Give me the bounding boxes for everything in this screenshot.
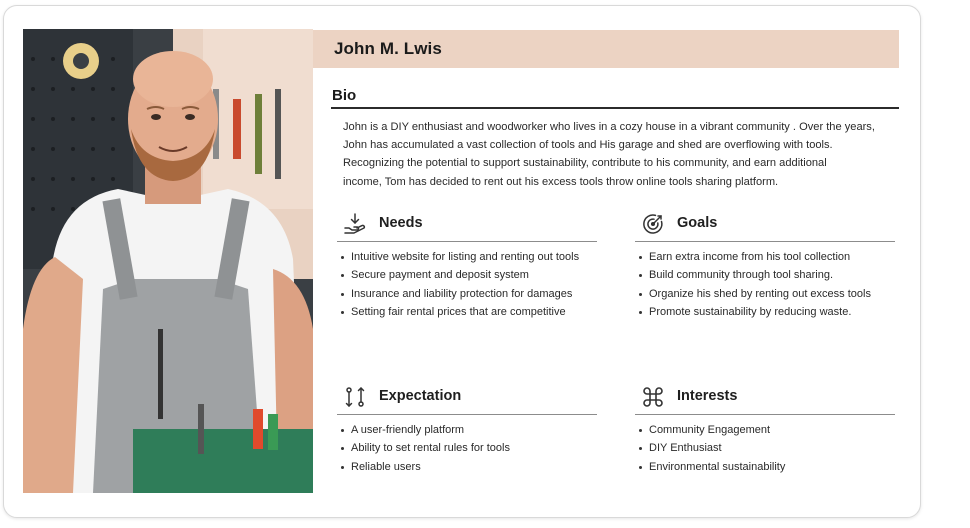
goals-list	[635, 248, 871, 322]
list-item: Intuitive website for listing and renting out tools	[337, 248, 579, 266]
interests-section	[635, 383, 897, 473]
needs-divider	[337, 241, 597, 242]
list-item: Organize his shed by renting out excess tools	[635, 285, 871, 303]
bio-text	[343, 118, 883, 191]
target-icon	[641, 212, 665, 236]
needs-title: Needs	[379, 215, 423, 231]
list-item: A user-friendly platform	[337, 421, 510, 439]
bio-line: income, Tom has decided to rent out his excess tools throw online tools sharing platform.	[343, 175, 779, 188]
interests-title: Interests	[677, 388, 738, 404]
list-item: Environmental sustainability	[635, 458, 785, 476]
persona-name: John M. Lwis	[334, 39, 442, 58]
list-item: Community Engagement	[635, 421, 785, 439]
list-item: Reliable users	[337, 458, 510, 476]
list-item: Insurance and liability protection for damages	[337, 285, 579, 303]
list-item: Setting fair rental prices that are competitive	[337, 303, 579, 321]
bio-line: Recognizing the potential to support sustainability, contribute to his community, and earn additional	[343, 157, 827, 170]
expectation-divider	[337, 414, 597, 415]
expectation-title: Expectation	[379, 388, 462, 404]
needs-list	[337, 248, 579, 322]
list-item: Build community through tool sharing.	[635, 266, 871, 284]
list-item: Secure payment and deposit system	[337, 266, 579, 284]
list-item: DIY Enthusiast	[635, 439, 785, 457]
expectation-section	[337, 383, 599, 473]
bio-line: John has accumulated a vast collection of tools and His garage and shed are overflowing with tools.	[343, 139, 833, 152]
persona-photo	[23, 29, 313, 493]
needs-section	[337, 210, 599, 319]
bio-divider	[331, 107, 899, 109]
name-header	[313, 30, 899, 68]
persona-card	[3, 5, 921, 518]
bio-title: Bio	[332, 87, 357, 104]
hand-download-icon	[343, 212, 367, 236]
list-item: Promote sustainability by reducing waste.	[635, 303, 871, 321]
arrows-swap-icon	[343, 385, 367, 409]
list-item: Ability to set rental rules for tools	[337, 439, 510, 457]
goals-title: Goals	[677, 215, 718, 231]
interests-list	[635, 421, 785, 476]
goals-section	[635, 210, 897, 319]
bio-line: John is a DIY enthusiast and woodworker who lives in a cozy house in a vibrant community . Over the years,	[343, 121, 875, 133]
expectation-list	[337, 421, 510, 476]
command-key-icon	[641, 385, 665, 409]
goals-divider	[635, 241, 895, 242]
list-item: Earn extra income from his tool collection	[635, 248, 871, 266]
interests-divider	[635, 414, 895, 415]
